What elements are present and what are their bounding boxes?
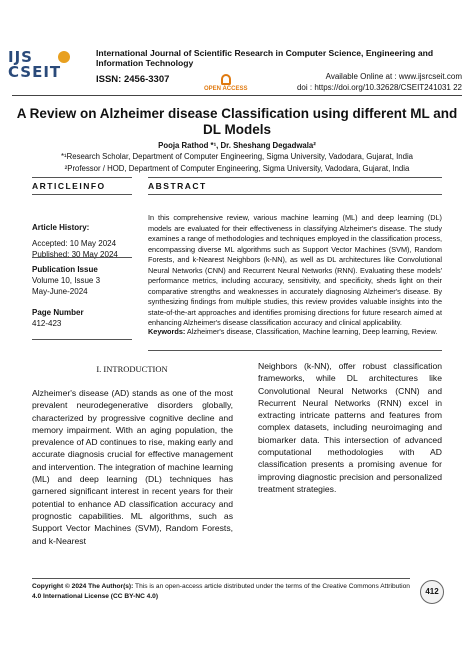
footer-divider <box>32 578 410 579</box>
logo-text-bottom: CSEIT <box>8 63 62 81</box>
article-history <box>32 222 132 260</box>
open-access-badge <box>204 74 247 92</box>
page-range: 412-423 <box>32 319 62 328</box>
issue-period: May-June-2024 <box>32 287 88 296</box>
article-info-bottom-rule <box>32 194 132 195</box>
published-date: Published: 30 May 2024 <box>32 250 118 259</box>
logo-text-top: IJS <box>8 48 33 66</box>
issn: ISSN: 2456-3307 <box>96 74 170 85</box>
page-number-heading: Page Number <box>32 308 84 317</box>
sidebar-divider-1 <box>32 257 132 258</box>
pub-issue-heading: Publication Issue <box>32 265 98 274</box>
publication-issue <box>32 264 132 297</box>
doi-link[interactable]: doi : https://doi.org/10.32628/CSEIT241031 22 <box>296 83 462 92</box>
history-heading: Article History: <box>32 223 90 232</box>
intro-column-2: Neighbors (k-NN), offer robust classification frameworks, while DL architectures like Convolutional Neural Networks (CNN) and Recurrent Neural Networks (RNN) excel in extracting intricate patterns and features from complex datasets, including neuroimaging and biomarker data. This intersection of advanced computational methodologies with AD classification presents a promising avenue for improving diagnostic precision and personalized treatment strategies. <box>258 361 442 494</box>
header-divider <box>12 95 462 96</box>
page-number-block <box>32 307 132 329</box>
abstract-bottom-rule <box>148 194 442 195</box>
logo-swirl-icon <box>58 51 70 63</box>
abstract-text: In this comprehensive review, various machine learning (ML) and deep learning (DL) models are evaluated for their effectiveness in classifying Alzheimer's disease. The study examines a range of methodologies and techniques employed in the classification process, encompassing diverse ML algorithms such as Support Vector Machines (SVM), Random Forests, and k-Nearest Neighbors (k-NN), as well as DL architectures like Convolutional Neural Networks (CNN) and Recurrent Neural Networks (RNN). Evaluating these models' performance metrics, including accuracy, sensitivity, and specificity, sheds light on their comparative strengths and weaknesses in accurately diagnosing Alzheimer's disease. By synthesizing findings from multiple studies, this review provides valuable insights into the state-of-the-art approaches and identifies promising directions for future research aimed at enhancing Alzheimer's disease classification accuracy and clinical applicability. <box>148 213 442 327</box>
abstract-top-rule <box>148 177 442 178</box>
intro-column-1: Alzheimer's disease (AD) stands as one of the most prevalent neurodegenerative disorders globally, characterized by progressive cognitive decline and memory impairment. With an aging population, the prevalence of AD continues to rise, making early and accurate diagnosis crucial for effective management and intervention. The integration of machine learning (ML) and deep learning (DL) techniques has garnered significant interest in recent years for their potential to enhance AD classification accuracy and prognostic capabilities. ML algorithms, such as Support Vector Machines (SVM), Random Forests, and k-Nearest <box>32 388 233 546</box>
paper-title: A Review on Alzheimer disease Classification using different ML and DL Models <box>16 106 458 137</box>
authors: Pooja Rathod *¹, Dr. Sheshang Degadwala² <box>158 141 316 150</box>
copyright-label: Copyright © 2024 The Author(s): <box>32 583 134 590</box>
article-info-top-rule <box>32 177 132 178</box>
keywords <box>148 327 442 338</box>
keywords-list: Alzheimer's disease, Classification, Machine learning, Deep learning, Review. <box>185 327 438 336</box>
copyright-footer <box>32 582 412 602</box>
keywords-label: Keywords: <box>148 327 186 336</box>
journal-logo <box>8 48 80 88</box>
article-info-heading: ARTICLEINFO <box>32 181 106 191</box>
open-access-label: OPEN ACCESS <box>204 86 248 92</box>
availability-block <box>250 71 462 93</box>
page-number-badge: 412 <box>420 580 444 604</box>
abstract-heading: ABSTRACT <box>148 181 207 191</box>
license-name[interactable]: 4.0 International License (CC BY-NC 4.0) <box>32 593 159 600</box>
journal-title: International Journal of Scientific Research in Computer Science, Engineering and Information Technology <box>96 48 434 68</box>
sidebar-divider-2 <box>32 339 132 340</box>
volume-issue: Volume 10, Issue 3 <box>32 276 101 285</box>
affiliation-2: ²Professor / HOD, Department of Computer Engineering, Sigma University, Vadodara, Gujarat, India <box>64 164 410 173</box>
open-lock-icon <box>221 74 231 85</box>
available-online-link[interactable]: Available Online at : www.ijsrcseit.com <box>325 72 462 81</box>
accepted-date: Accepted: 10 May 2024 <box>32 239 117 248</box>
copyright-text: This is an open-access article distributed under the terms of the Creative Commons Attribution <box>133 583 410 590</box>
affiliation-1: *¹Research Scholar, Department of Computer Engineering, Sigma University, Vadodara, Gujarat, India <box>60 152 414 161</box>
introduction-heading: I. INTRODUCTION <box>96 364 168 374</box>
abstract-end-rule <box>148 350 442 351</box>
